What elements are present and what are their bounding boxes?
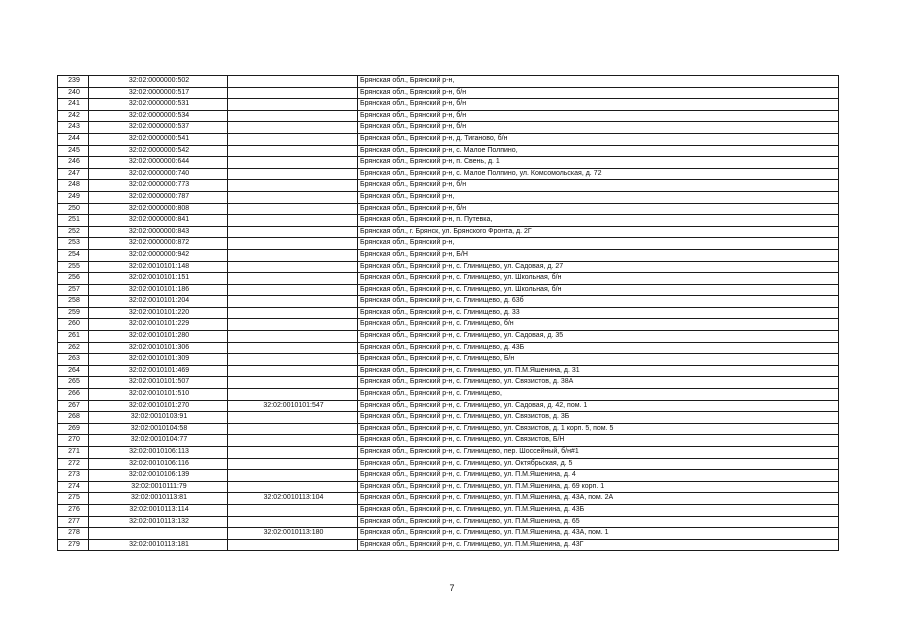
address-cell: Брянская обл., Брянский р-н, [358, 238, 839, 250]
table-row [58, 319, 839, 331]
secondary-cadastral-number-cell [228, 238, 358, 250]
secondary-cadastral-number-cell [228, 191, 358, 203]
row-number-cell: 245 [58, 145, 89, 157]
row-number-cell: 266 [58, 389, 89, 401]
row-number-cell: 264 [58, 365, 89, 377]
cadastral-number-cell: 32:02:0000000:841 [89, 215, 228, 227]
address-cell: Брянская обл., Брянский р-н, с. Глинищево, ул. П.М.Яшенина, д. 65 [358, 516, 839, 528]
table-row [58, 99, 839, 111]
address-cell: Брянская обл., Брянский р-н, с. Глинищево, ул. Связистов, д. 1 корп. 5, пом. 5 [358, 423, 839, 435]
address-cell: Брянская обл., Брянский р-н, с. Глинищево, ул. П.М.Яшенина, д. 43А, пом. 2А [358, 493, 839, 505]
cadastral-number-cell: 32:02:0010101:507 [89, 377, 228, 389]
address-cell: Брянская обл., Брянский р-н, б/н [358, 87, 839, 99]
table-row [58, 528, 839, 540]
table-row [58, 296, 839, 308]
secondary-cadastral-number-cell [228, 87, 358, 99]
cadastral-number-cell: 32:02:0010104:58 [89, 423, 228, 435]
secondary-cadastral-number-cell: 32:02:0010101:547 [228, 400, 358, 412]
table-row [58, 180, 839, 192]
row-number-cell: 249 [58, 191, 89, 203]
address-cell: Брянская обл., Брянский р-н, с. Глинищево, ул. П.М.Яшенина, д. 43Б [358, 504, 839, 516]
table-row [58, 238, 839, 250]
page-number: 7 [449, 583, 455, 593]
cadastral-number-cell: 32:02:0000000:537 [89, 122, 228, 134]
row-number-cell: 279 [58, 539, 89, 551]
address-cell: Брянская обл., Брянский р-н, с. Глинищево, пер. Шоссейный, б/н#1 [358, 447, 839, 459]
cadastral-number-cell: 32:02:0000000:644 [89, 157, 228, 169]
cadastral-number-cell: 32:02:0000000:517 [89, 87, 228, 99]
table-row [58, 504, 839, 516]
secondary-cadastral-number-cell [228, 133, 358, 145]
cadastral-number-cell: 32:02:0000000:740 [89, 168, 228, 180]
row-number-cell: 256 [58, 273, 89, 285]
cadastral-number-cell: 32:02:0010111:79 [89, 481, 228, 493]
secondary-cadastral-number-cell [228, 342, 358, 354]
cadastral-number-cell: 32:02:0010113:114 [89, 504, 228, 516]
cadastral-number-cell: 32:02:0010113:181 [89, 539, 228, 551]
secondary-cadastral-number-cell [228, 389, 358, 401]
table-row [58, 389, 839, 401]
address-cell: Брянская обл., Брянский р-н, д. Тиганово, б/н [358, 133, 839, 145]
address-cell: Брянская обл., Брянский р-н, с. Малое Полпино, [358, 145, 839, 157]
secondary-cadastral-number-cell [228, 145, 358, 157]
address-cell: Брянская обл., Брянский р-н, б/н [358, 122, 839, 134]
registry-table-body [58, 76, 839, 551]
cadastral-number-cell: 32:02:0010101:510 [89, 389, 228, 401]
row-number-cell: 257 [58, 284, 89, 296]
table-row [58, 331, 839, 343]
row-number-cell: 242 [58, 110, 89, 122]
table-row [58, 400, 839, 412]
address-cell: Брянская обл., Брянский р-н, [358, 76, 839, 88]
secondary-cadastral-number-cell [228, 377, 358, 389]
secondary-cadastral-number-cell: 32:02:0010113:104 [228, 493, 358, 505]
secondary-cadastral-number-cell [228, 331, 358, 343]
row-number-cell: 251 [58, 215, 89, 227]
row-number-cell: 270 [58, 435, 89, 447]
cadastral-number-cell: 32:02:0010113:132 [89, 516, 228, 528]
address-cell: Брянская обл., Брянский р-н, [358, 191, 839, 203]
address-cell: Брянская обл., Брянский р-н, с. Глинищево, ул. Садовая, д. 35 [358, 331, 839, 343]
secondary-cadastral-number-cell [228, 122, 358, 134]
cadastral-number-cell: 32:02:0010106:116 [89, 458, 228, 470]
address-cell: Брянская обл., Брянский р-н, б/н [358, 110, 839, 122]
address-cell: Брянская обл., Брянский р-н, с. Глинищево, б/н [358, 319, 839, 331]
secondary-cadastral-number-cell [228, 157, 358, 169]
cadastral-number-cell: 32:02:0000000:808 [89, 203, 228, 215]
cadastral-number-cell: 32:02:0010101:204 [89, 296, 228, 308]
address-cell: Брянская обл., Брянский р-н, с. Глинищево, ул. Школьная, б/н [358, 273, 839, 285]
table-row [58, 493, 839, 505]
table-row [58, 539, 839, 551]
table-row [58, 470, 839, 482]
row-number-cell: 268 [58, 412, 89, 424]
secondary-cadastral-number-cell [228, 261, 358, 273]
address-cell: Брянская обл., Брянский р-н, с. Глинищево, д. 33 [358, 307, 839, 319]
secondary-cadastral-number-cell [228, 180, 358, 192]
secondary-cadastral-number-cell [228, 203, 358, 215]
cadastral-number-cell: 32:02:0000000:531 [89, 99, 228, 111]
table-row [58, 226, 839, 238]
address-cell: Брянская обл., Брянский р-н, с. Глинищево, ул. Школьная, б/н [358, 284, 839, 296]
row-number-cell: 246 [58, 157, 89, 169]
secondary-cadastral-number-cell [228, 365, 358, 377]
address-cell: Брянская обл., Брянский р-н, б/н [358, 99, 839, 111]
address-cell: Брянская обл., Брянский р-н, п. Путевка, [358, 215, 839, 227]
secondary-cadastral-number-cell [228, 447, 358, 459]
registry-table [57, 75, 839, 551]
secondary-cadastral-number-cell [228, 307, 358, 319]
row-number-cell: 272 [58, 458, 89, 470]
address-cell: Брянская обл., Брянский р-н, с. Глинищево, ул. Связистов, Б/Н [358, 435, 839, 447]
table-row [58, 249, 839, 261]
secondary-cadastral-number-cell [228, 412, 358, 424]
row-number-cell: 248 [58, 180, 89, 192]
address-cell: Брянская обл., Брянский р-н, с. Глинищево, ул. П.М.Яшенина, д. 4 [358, 470, 839, 482]
cadastral-number-cell: 32:02:0000000:872 [89, 238, 228, 250]
address-cell: Брянская обл., Брянский р-н, с. Глинищево, ул. Связистов, д. 38А [358, 377, 839, 389]
secondary-cadastral-number-cell [228, 504, 358, 516]
cadastral-number-cell: 32:02:0010101:148 [89, 261, 228, 273]
address-cell: Брянская обл., Брянский р-н, с. Глинищево, ул. Садовая, д. 27 [358, 261, 839, 273]
cadastral-number-cell: 32:02:0010106:113 [89, 447, 228, 459]
row-number-cell: 269 [58, 423, 89, 435]
cadastral-number-cell [89, 528, 228, 540]
cadastral-number-cell: 32:02:0010101:229 [89, 319, 228, 331]
table-row [58, 365, 839, 377]
table-row [58, 481, 839, 493]
table-row [58, 354, 839, 366]
row-number-cell: 260 [58, 319, 89, 331]
row-number-cell: 252 [58, 226, 89, 238]
secondary-cadastral-number-cell [228, 435, 358, 447]
table-row [58, 145, 839, 157]
table-row [58, 284, 839, 296]
cadastral-number-cell: 32:02:0010101:220 [89, 307, 228, 319]
address-cell: Брянская обл., Брянский р-н, с. Глинищево, ул. П.М.Яшенина, д. 43Г [358, 539, 839, 551]
row-number-cell: 271 [58, 447, 89, 459]
table-row [58, 273, 839, 285]
table-row [58, 168, 839, 180]
secondary-cadastral-number-cell: 32:02:0010113:180 [228, 528, 358, 540]
address-cell: Брянская обл., Брянский р-н, с. Глинищево, ул. П.М.Яшенина, д. 69 корп. 1 [358, 481, 839, 493]
cadastral-number-cell: 32:02:0000000:542 [89, 145, 228, 157]
secondary-cadastral-number-cell [228, 481, 358, 493]
secondary-cadastral-number-cell [228, 168, 358, 180]
row-number-cell: 277 [58, 516, 89, 528]
row-number-cell: 254 [58, 249, 89, 261]
row-number-cell: 244 [58, 133, 89, 145]
cadastral-number-cell: 32:02:0010101:280 [89, 331, 228, 343]
row-number-cell: 265 [58, 377, 89, 389]
row-number-cell: 261 [58, 331, 89, 343]
cadastral-number-cell: 32:02:0010113:81 [89, 493, 228, 505]
row-number-cell: 278 [58, 528, 89, 540]
row-number-cell: 241 [58, 99, 89, 111]
secondary-cadastral-number-cell [228, 516, 358, 528]
address-cell: Брянская обл., Брянский р-н, с. Глинищево, д. 43Б [358, 342, 839, 354]
row-number-cell: 276 [58, 504, 89, 516]
table-row [58, 157, 839, 169]
table-row [58, 76, 839, 88]
row-number-cell: 255 [58, 261, 89, 273]
secondary-cadastral-number-cell [228, 76, 358, 88]
secondary-cadastral-number-cell [228, 226, 358, 238]
address-cell: Брянская обл., Брянский р-н, с. Глинищево, [358, 389, 839, 401]
table-row [58, 261, 839, 273]
cadastral-number-cell: 32:02:0010101:151 [89, 273, 228, 285]
cadastral-number-cell: 32:02:0000000:541 [89, 133, 228, 145]
address-cell: Брянская обл., г. Брянск, ул. Брянского Фронта, д. 2Г [358, 226, 839, 238]
table-row [58, 191, 839, 203]
address-cell: Брянская обл., Брянский р-н, с. Глинищево, ул. П.М.Яшенина, д. 31 [358, 365, 839, 377]
table-row [58, 377, 839, 389]
row-number-cell: 275 [58, 493, 89, 505]
cadastral-number-cell: 32:02:0000000:534 [89, 110, 228, 122]
table-row [58, 110, 839, 122]
row-number-cell: 267 [58, 400, 89, 412]
secondary-cadastral-number-cell [228, 296, 358, 308]
row-number-cell: 247 [58, 168, 89, 180]
address-cell: Брянская обл., Брянский р-н, Б/Н [358, 249, 839, 261]
cadastral-number-cell: 32:02:0010101:306 [89, 342, 228, 354]
row-number-cell: 263 [58, 354, 89, 366]
row-number-cell: 274 [58, 481, 89, 493]
secondary-cadastral-number-cell [228, 423, 358, 435]
secondary-cadastral-number-cell [228, 354, 358, 366]
row-number-cell: 262 [58, 342, 89, 354]
secondary-cadastral-number-cell [228, 215, 358, 227]
address-cell: Брянская обл., Брянский р-н, п. Свень, д. 1 [358, 157, 839, 169]
secondary-cadastral-number-cell [228, 458, 358, 470]
cadastral-number-cell: 32:02:0010101:309 [89, 354, 228, 366]
row-number-cell: 253 [58, 238, 89, 250]
secondary-cadastral-number-cell [228, 110, 358, 122]
secondary-cadastral-number-cell [228, 273, 358, 285]
address-cell: Брянская обл., Брянский р-н, с. Глинищево, ул. Садовая, д. 42, пом. 1 [358, 400, 839, 412]
row-number-cell: 239 [58, 76, 89, 88]
table-row [58, 516, 839, 528]
table-row [58, 447, 839, 459]
table-row [58, 87, 839, 99]
secondary-cadastral-number-cell [228, 539, 358, 551]
secondary-cadastral-number-cell [228, 284, 358, 296]
table-row [58, 423, 839, 435]
address-cell: Брянская обл., Брянский р-н, б/н [358, 180, 839, 192]
cadastral-number-cell: 32:02:0000000:843 [89, 226, 228, 238]
secondary-cadastral-number-cell [228, 249, 358, 261]
table-row [58, 203, 839, 215]
row-number-cell: 258 [58, 296, 89, 308]
row-number-cell: 259 [58, 307, 89, 319]
table-row [58, 122, 839, 134]
cadastral-number-cell: 32:02:0000000:502 [89, 76, 228, 88]
table-row [58, 412, 839, 424]
table-row [58, 215, 839, 227]
cadastral-number-cell: 32:02:0010106:139 [89, 470, 228, 482]
cadastral-number-cell: 32:02:0000000:773 [89, 180, 228, 192]
address-cell: Брянская обл., Брянский р-н, б/н [358, 203, 839, 215]
table-row [58, 307, 839, 319]
row-number-cell: 250 [58, 203, 89, 215]
address-cell: Брянская обл., Брянский р-н, с. Малое Полпино, ул. Комсомольская, д. 72 [358, 168, 839, 180]
row-number-cell: 240 [58, 87, 89, 99]
secondary-cadastral-number-cell [228, 470, 358, 482]
table-row [58, 133, 839, 145]
cadastral-number-cell: 32:02:0010104:77 [89, 435, 228, 447]
table-row [58, 342, 839, 354]
secondary-cadastral-number-cell [228, 99, 358, 111]
cadastral-number-cell: 32:02:0000000:942 [89, 249, 228, 261]
address-cell: Брянская обл., Брянский р-н, с. Глинищево, Б/н [358, 354, 839, 366]
cadastral-number-cell: 32:02:0010101:469 [89, 365, 228, 377]
address-cell: Брянская обл., Брянский р-н, с. Глинищево, ул. Октябрьская, д. 5 [358, 458, 839, 470]
row-number-cell: 273 [58, 470, 89, 482]
table-row [58, 458, 839, 470]
address-cell: Брянская обл., Брянский р-н, с. Глинищево, ул. Связистов, д. 3Б [358, 412, 839, 424]
table-row [58, 435, 839, 447]
row-number-cell: 243 [58, 122, 89, 134]
cadastral-number-cell: 32:02:0010101:270 [89, 400, 228, 412]
secondary-cadastral-number-cell [228, 319, 358, 331]
cadastral-number-cell: 32:02:0010103:91 [89, 412, 228, 424]
address-cell: Брянская обл., Брянский р-н, с. Глинищево, ул. П.М.Яшенина, д. 43А, пом. 1 [358, 528, 839, 540]
cadastral-number-cell: 32:02:0000000:787 [89, 191, 228, 203]
cadastral-number-cell: 32:02:0010101:186 [89, 284, 228, 296]
address-cell: Брянская обл., Брянский р-н, с. Глинищево, д. 63б [358, 296, 839, 308]
